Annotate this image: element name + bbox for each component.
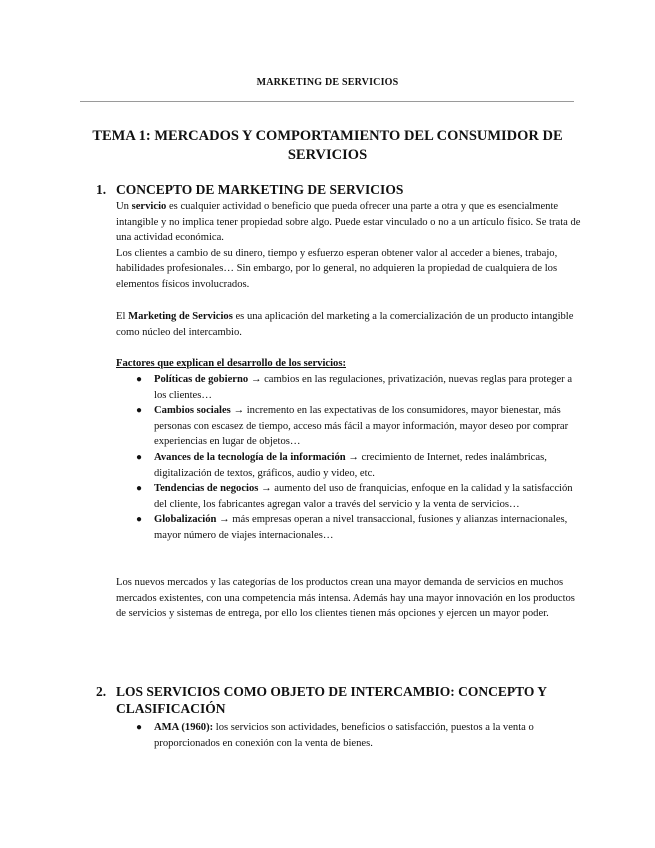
factor-label: Políticas de gobierno [154,374,249,385]
list-item [116,372,582,403]
paragraph-marketing-servicios [116,309,582,340]
section-2-list [116,720,582,751]
text-fragment: Un [116,201,132,212]
bullet-icon: ● [136,722,143,733]
factor-label: Cambios sociales [154,405,231,417]
section-2-number: 2. [96,684,107,699]
factors-title-text: Factores que explican el desarrollo de los servicios: [116,358,346,369]
section-1-number: 1. [96,182,107,197]
section-1-title: CONCEPTO DE MARKETING DE SERVICIOS [116,182,404,197]
text-fragment: El [116,311,129,322]
list-item [116,450,582,481]
factors-list [116,372,582,544]
bullet-icon: ● [136,451,143,463]
list-item [116,403,582,450]
factor-text: → crecimiento de Internet, redes inalámbricas, digitalización de textos, gráficos, audio y video, etc. [154,451,547,479]
text-fragment: es cualquier actividad o beneficio que pueda ofrecer una parte a otra y que es esencialmente intangible y no implica tener propiedad sobre algo. Puede estar vinculado o no a un artículo físico. Se trata de una actividad económica. [116,201,581,244]
list-item [116,720,582,751]
section-2-title: LOS SERVICIOS COMO OBJETO DE INTERCAMBIO: CONCEPTO Y CLASIFICACIÓN [116,684,547,716]
factor-text: → aumento del uso de franquicias, enfoque en la calidad y la satisfacción del cliente, los fabricantes agregan valor a través del servicio y la venta de servicios… [154,483,573,510]
list-item [116,512,582,543]
list-item [116,481,582,512]
bullet-icon: ● [136,483,143,495]
paragraph-nuevos-mercados: Los nuevos mercados y las categorías de los productos crean una mayor demanda de servicios en muchos mercados existentes, con una competencia más intensa. Además hay una mayor innovación en los productos de servicios y sistemas de entrega, por ello los clientes tienen más opciones y ejercen un mayor poder. [116,577,575,620]
paragraph-clientes: Los clientes a cambio de su dinero, tiempo y esfuerzo esperan obtener valor al acceder a bienes, trabajo, habilidades profesionales… Sin embargo, por lo general, no adquieren la propiedad de cualquiera de los elementos físicos involucrados. [116,247,558,290]
factor-label: Avances de la tecnología de la información [154,451,346,463]
bullet-icon: ● [136,374,143,385]
factor-text: → incremento en las expectativas de los consumidores, mayor bienestar, más personas con escasez de tiempo, acceso más fácil a mayor información, mayor deseo por comprar experiencias en lugar de objetos… [154,405,569,448]
factor-text: → cambios en las regulaciones, privatización, nuevas reglas para proteger a los clientes… [154,374,573,401]
factor-text: → más empresas operan a nivel transaccional, fusiones y alianzas internacionales, mayor número de viajes internacionales… [154,514,568,541]
item-text: los servicios son actividades, beneficios o satisfacción, puestos a la venta o proporcionados en conexión con la venta de bienes. [154,722,534,749]
section-1-intro [116,199,582,293]
bullet-icon: ● [136,514,143,526]
term-marketing-servicios: Marketing de Servicios [128,311,233,322]
text-fragment: es una aplicación del marketing a la comercialización de un producto intangible como núcleo del intercambio. [116,311,574,338]
page-title: TEMA 1: MERCADOS Y COMPORTAMIENTO DEL CONSUMIDOR DE SERVICIOS [92,128,563,163]
section-1-heading [96,181,403,198]
page-header: MARKETING DE SERVICIOS [256,77,399,88]
factor-label: Globalización [154,514,217,526]
term-servicio: servicio [131,201,167,212]
header-divider [80,101,574,102]
item-label: AMA (1960): [154,722,214,733]
factor-label: Tendencias de negocios [154,483,259,495]
bullet-icon: ● [136,405,143,417]
paragraph-servicio [116,199,582,246]
factors-title [116,356,582,372]
section-2-heading [96,683,566,717]
